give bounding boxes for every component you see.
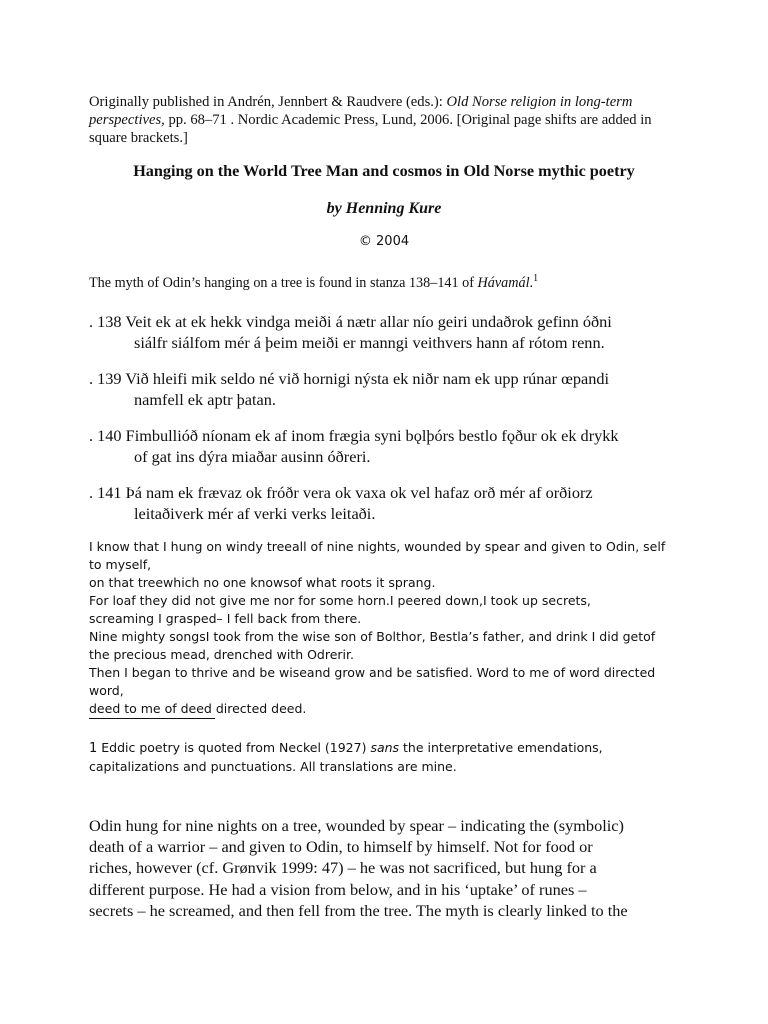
article-author: by Henning Kure: [326, 200, 442, 217]
translation-line: screaming I grasped– I fell back from there.: [89, 611, 362, 626]
body-line: different purpose. He had a vision from below, and in his ‘uptake’ of runes –: [89, 879, 587, 899]
translation-line: I know that I hung on windy treeall of nine nights, wounded by spear and given to Odin, self: [89, 539, 666, 554]
translation-line: Then I began to thrive and be wiseand grow and be satisfied. Word to me of word directed: [89, 665, 656, 680]
body-line: secrets – he screamed, and then fell from the tree. The myth is clearly linked to the: [89, 900, 628, 920]
translation-line: For loaf they did not give me nor for some horn.I peered down,I took up secrets,: [89, 593, 591, 608]
body-paragraph: [89, 815, 689, 921]
intro-period: .: [529, 275, 534, 291]
body-line: Odin hung for nine nights on a tree, wounded by spear – indicating the (symbolic): [89, 816, 624, 835]
footnote-number: 1: [89, 741, 98, 756]
footnote-divider: [89, 718, 215, 719]
footnote-emphasis: sans: [370, 740, 400, 755]
stanza-line: siálfr siálfom mér á þeim meiði er manngi veithvers hann af rótom renn.: [134, 333, 605, 352]
translation-line: word,: [89, 683, 124, 698]
body-line: riches, however (cf. Grønvik 1999: 47) – he was not sacrificed, but hung for a: [89, 858, 597, 878]
publication-note: [89, 93, 689, 147]
stanza-line: . 139 Við hleifi mik seldo né við hornigi nýsta ek niðr nam ek upp rúnar œpandi: [89, 369, 610, 388]
publication-note-suffix: , pp. 68–71 . Nordic Academic Press, Lund, 2006. [Original page shifts are added in square brackets.]: [89, 112, 652, 146]
copyright-line: © 2004: [358, 234, 410, 249]
translation-line: Nine mighty songsI took from the wise son of Bolthor, Bestla’s father, and drink I did getof: [89, 629, 656, 644]
stanza-line: . 138 Veit ek at ek hekk vindga meiði á nætr allar nío geiri undaðrok gefinn óðni: [89, 312, 612, 331]
stanza-line: of gat ins dýra miaðar ausinn óðreri.: [134, 447, 371, 466]
footnote-reference[interactable]: 1: [533, 273, 539, 284]
intro-paragraph: [89, 273, 538, 292]
book-title: Old Norse religion in long-term perspectives: [89, 94, 633, 128]
stanza-140: [89, 425, 689, 467]
publication-note-prefix: Originally published in Andrén, Jennbert & Raudvere (eds.):: [89, 94, 447, 110]
stanza-141: [89, 482, 689, 524]
stanza-line: namfell ek aptr þatan.: [134, 390, 276, 409]
translation-line: deed to me of deed directed deed.: [89, 701, 307, 716]
footnote-text: the interpretative emendations,: [399, 740, 603, 755]
stanza-138: [89, 311, 689, 353]
stanza-line: leitaðiverk mér af verki verks leitaði.: [134, 504, 376, 523]
article-title: Hanging on the World Tree Man and cosmos in Old Norse mythic poetry: [133, 162, 635, 180]
footnote: [89, 739, 689, 776]
footnote-text: Eddic poetry is quoted from Neckel (1927): [97, 740, 371, 755]
translation-block: [89, 538, 679, 718]
intro-work-title: Hávamál: [477, 275, 530, 291]
footnote-text: capitalizations and punctuations. All translations are mine.: [89, 759, 457, 774]
translation-line: to myself,: [89, 557, 152, 572]
stanza-139: [89, 368, 689, 410]
translation-line: on that treewhich no one knowsof what roots it sprang.: [89, 575, 436, 590]
translation-line: the precious mead, drenched with Odrerir.: [89, 647, 354, 662]
intro-text: The myth of Odin’s hanging on a tree is found in stanza 138–141 of: [89, 275, 478, 291]
stanza-line: . 140 Fimbullióð níonam ek af inom frægia syni bǫlþórs bestlo fǫður ok ek drykk: [89, 426, 619, 445]
stanza-line: . 141 Þá nam ek frævaz ok fróðr vera ok vaxa ok vel hafaz orð mér af orðiorz: [89, 483, 593, 502]
body-line: death of a warrior – and given to Odin, to himself by himself. Not for food or: [89, 837, 593, 857]
